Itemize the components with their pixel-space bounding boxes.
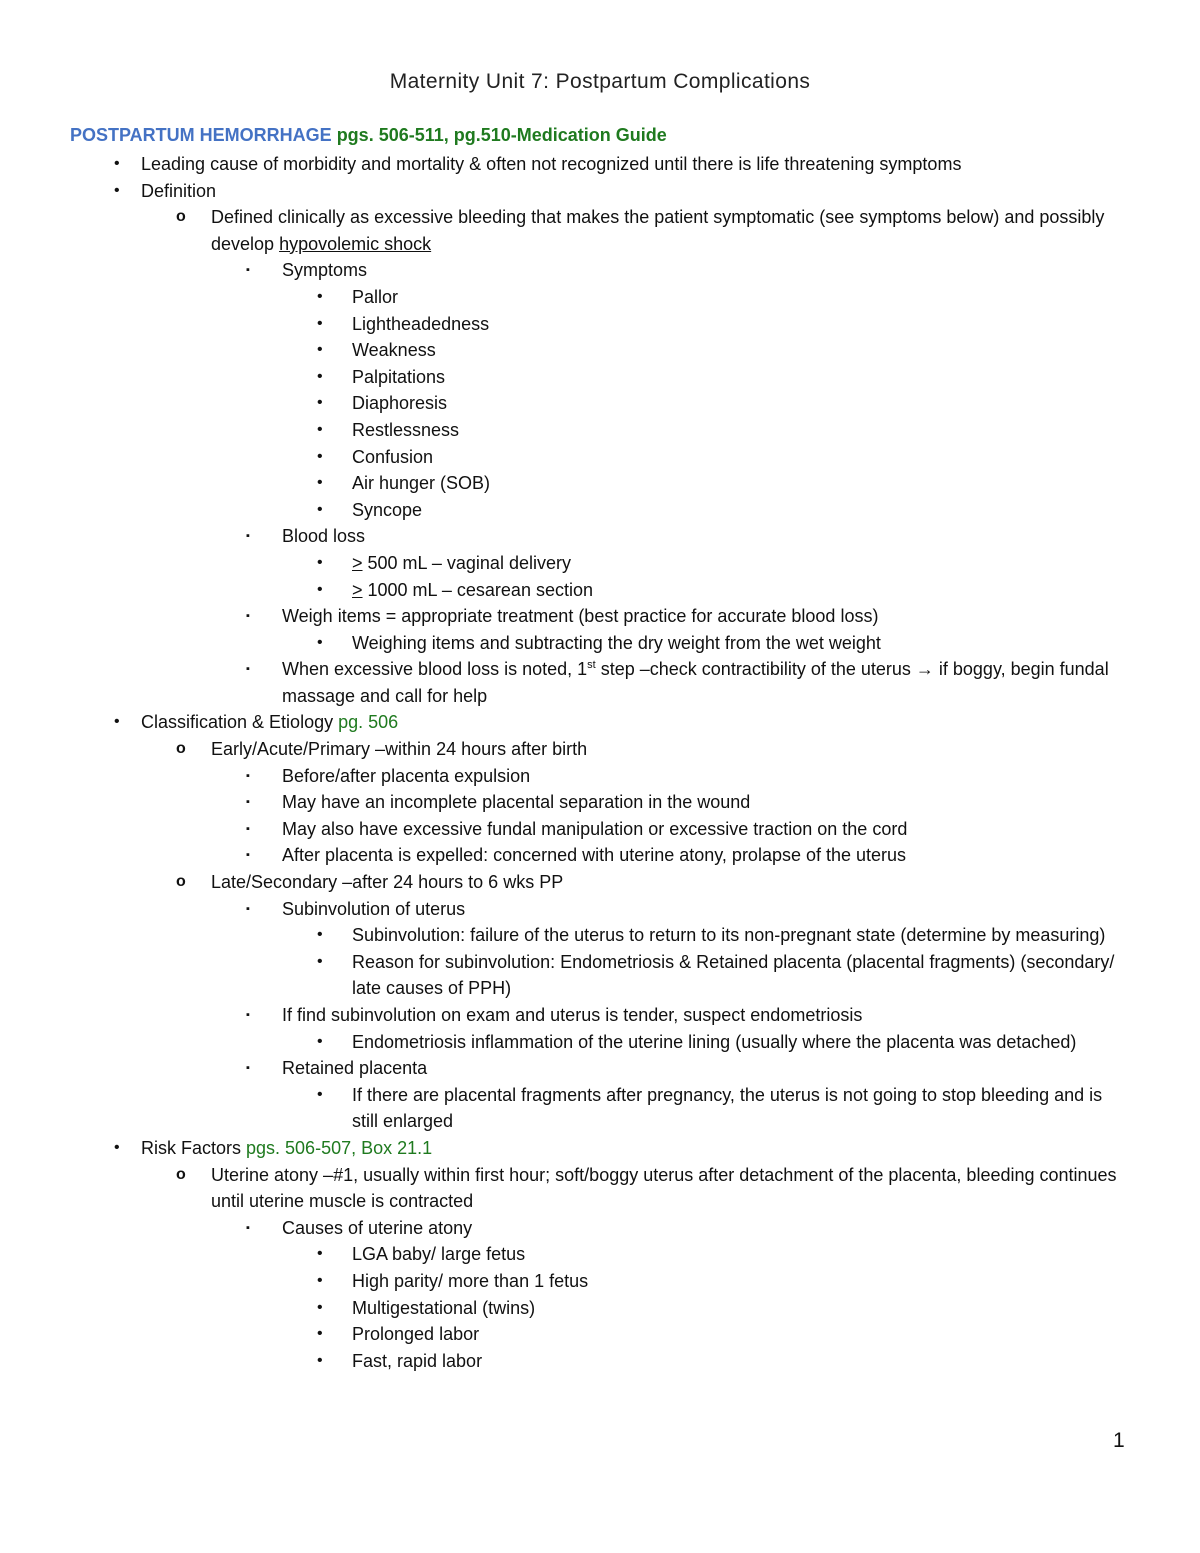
bullet-icon: • — [114, 155, 120, 172]
square-bullet-icon: ▪ — [246, 610, 250, 623]
list-item — [0, 630, 1200, 657]
circle-bullet-icon: o — [176, 1165, 186, 1183]
item-text: If there are placental fragments after pregnancy, the uterus is not going to stop bleeding and is still enlarged — [352, 1084, 1103, 1132]
list-item — [0, 257, 1200, 284]
bullet-icon: • — [114, 1138, 120, 1156]
list-item — [0, 949, 1200, 1002]
square-bullet-icon: ▪ — [246, 1221, 250, 1234]
bullet-icon: • — [317, 1271, 323, 1289]
page-reference: pg. 506 — [338, 712, 399, 733]
bullet-icon: • — [317, 1325, 323, 1343]
square-bullet-icon: ▪ — [246, 769, 250, 782]
list-item — [0, 1029, 1200, 1056]
bullet-icon: • — [317, 474, 323, 492]
item-text: Weakness — [352, 340, 436, 361]
item-text: Syncope — [352, 499, 423, 520]
item-text: May have an incomplete placental separation in the wound — [282, 792, 751, 813]
item-text: Reason for subinvolution: Endometriosis & Retained placenta (placental fragments) (secondary/ late causes of PPH) — [352, 951, 1115, 999]
item-text: Definition — [141, 180, 217, 201]
list-item — [0, 789, 1200, 816]
bullet-icon: • — [317, 447, 323, 465]
list-item — [0, 656, 1200, 709]
list-item — [0, 709, 1200, 736]
list-item — [0, 577, 1200, 604]
list-item — [0, 1055, 1200, 1082]
list-item — [0, 444, 1200, 471]
list-item — [0, 816, 1200, 843]
item-text: High parity/ more than 1 fetus — [352, 1270, 589, 1291]
bullet-icon: • — [317, 500, 323, 518]
item-text: Early/Acute/Primary –within 24 hours after birth — [211, 739, 588, 760]
list-item — [0, 736, 1200, 763]
list-item — [0, 151, 1200, 178]
square-bullet-icon: ▪ — [246, 264, 250, 277]
list-item — [0, 1215, 1200, 1242]
bullet-icon: • — [317, 1351, 323, 1369]
bullet-icon: • — [317, 367, 323, 385]
list-item — [0, 417, 1200, 444]
item-text: Uterine atony –#1, usually within first hour; soft/boggy uterus after detachment of the placenta, bleeding continues until uterine muscle is contracted — [211, 1164, 1117, 1212]
square-bullet-icon: ▪ — [246, 1009, 250, 1021]
item-text: Subinvolution of uterus — [282, 898, 466, 919]
bullet-icon: • — [317, 287, 323, 305]
item-text: When excessive blood loss is noted, 1 — [282, 659, 588, 680]
circle-bullet-icon: o — [176, 208, 186, 226]
section-heading — [70, 125, 667, 146]
bullet-icon: • — [114, 713, 120, 731]
list-item — [0, 869, 1200, 896]
item-text: Blood loss — [282, 526, 366, 547]
bullet-icon: • — [317, 314, 323, 332]
item-text: Before/after placenta expulsion — [282, 765, 531, 786]
item-text: Lightheadedness — [352, 313, 490, 334]
item-text: Leading cause of morbidity and mortality & often not recognized until there is life threatening symptoms — [141, 154, 962, 174]
item-text: Restlessness — [352, 419, 460, 440]
item-text: If find subinvolution on exam and uterus is tender, suspect endometriosis — [282, 1005, 863, 1025]
list-item — [0, 842, 1200, 869]
item-text: Multigestational (twins) — [352, 1297, 536, 1318]
list-item — [0, 204, 1200, 257]
item-text: step –check contractibility of the uterus → if boggy, begin fundal massage and call for help — [282, 659, 1109, 706]
superscript-text: st — [587, 659, 596, 672]
list-item — [0, 470, 1200, 497]
item-text: LGA baby/ large fetus — [352, 1244, 526, 1265]
item-text: Subinvolution: failure of the uterus to return to its non-pregnant state (determine by measuring) — [352, 925, 1106, 946]
heading-title: POSTPARTUM HEMORRHAGE — [70, 125, 332, 145]
square-bullet-icon: ▪ — [246, 1062, 250, 1075]
list-item — [0, 763, 1200, 790]
item-text: Pallor — [352, 286, 399, 307]
list-item — [0, 1241, 1200, 1268]
bullet-icon: • — [317, 1085, 323, 1103]
item-text: Weigh items = appropriate treatment (best practice for accurate blood loss) — [282, 606, 879, 627]
bullet-icon: • — [317, 341, 323, 359]
list-item — [0, 337, 1200, 364]
bullet-icon: • — [317, 1245, 323, 1263]
circle-bullet-icon: o — [176, 740, 186, 758]
item-text-underlined: hypovolemic shock — [279, 233, 432, 254]
item-text: May also have excessive fundal manipulation or excessive traction on the cord — [282, 818, 908, 839]
list-item — [0, 1348, 1200, 1375]
item-text: Defined clinically as excessive bleeding that makes the patient symptomatic (see symptoms below) and possibly develop — [211, 207, 1105, 254]
list-item — [0, 523, 1200, 550]
list-item — [0, 1268, 1200, 1295]
square-bullet-icon: ▪ — [246, 530, 250, 543]
item-text: Confusion — [352, 446, 434, 467]
list-item — [0, 603, 1200, 630]
item-text: Air hunger (SOB) — [352, 473, 491, 494]
item-text: Retained placenta — [282, 1058, 428, 1079]
list-item — [0, 178, 1200, 205]
list-item — [0, 284, 1200, 311]
item-text: Prolonged labor — [352, 1324, 480, 1345]
item-text: Weighing items and subtracting the dry weight from the wet weight — [352, 632, 881, 653]
bullet-icon: • — [317, 952, 323, 970]
square-bullet-icon: ▪ — [246, 822, 250, 835]
list-item — [0, 364, 1200, 391]
square-bullet-icon: ▪ — [246, 902, 250, 915]
greater-equal-sign: > — [352, 552, 363, 573]
list-item — [0, 1295, 1200, 1322]
bullet-icon: • — [317, 553, 323, 571]
item-text: Late/Secondary –after 24 hours to 6 wks PP — [211, 872, 564, 893]
list-item — [0, 1162, 1200, 1215]
item-text: 500 mL – vaginal delivery — [362, 552, 571, 573]
bullet-icon: • — [317, 420, 323, 438]
list-item — [0, 922, 1200, 949]
item-text: Classification & Etiology — [141, 712, 339, 733]
item-text: Palpitations — [352, 366, 446, 387]
bullet-icon: • — [317, 926, 323, 944]
list-item — [0, 311, 1200, 338]
list-item — [0, 1135, 1200, 1162]
notes-outline — [0, 151, 1200, 1374]
list-item — [0, 550, 1200, 577]
item-text: 1000 mL – cesarean section — [362, 579, 593, 600]
item-text: Symptoms — [282, 260, 368, 281]
bullet-icon: • — [317, 633, 323, 651]
page-reference: pgs. 506-507, Box 21.1 — [246, 1137, 433, 1158]
list-item — [0, 1082, 1200, 1135]
bullet-icon: • — [114, 181, 120, 199]
list-item — [0, 896, 1200, 923]
item-text: Causes of uterine atony — [282, 1217, 473, 1238]
square-bullet-icon: ▪ — [246, 663, 250, 676]
greater-equal-sign: > — [352, 579, 363, 600]
list-item — [0, 390, 1200, 417]
item-text: Diaphoresis — [352, 393, 448, 414]
item-text: Endometriosis inflammation of the uterine lining (usually where the placenta was detached) — [352, 1031, 1077, 1052]
square-bullet-icon: ▪ — [246, 796, 250, 809]
square-bullet-icon: ▪ — [246, 849, 250, 862]
page-number: 1 — [1113, 1429, 1125, 1452]
circle-bullet-icon: o — [176, 873, 186, 891]
bullet-icon: • — [317, 580, 323, 598]
item-text: After placenta is expelled: concerned with uterine atony, prolapse of the uterus — [282, 845, 907, 866]
item-text: Risk Factors — [141, 1137, 247, 1158]
page-title: Maternity Unit 7: Postpartum Complications — [389, 70, 811, 93]
bullet-icon: • — [317, 394, 323, 412]
list-item — [0, 1321, 1200, 1348]
bullet-icon: • — [317, 1032, 323, 1050]
heading-page-reference: pgs. 506-511, pg.510-Medication Guide — [336, 125, 667, 145]
item-text: Fast, rapid labor — [352, 1350, 483, 1371]
bullet-icon: • — [317, 1298, 323, 1316]
list-item — [0, 497, 1200, 524]
list-item — [0, 1002, 1200, 1029]
